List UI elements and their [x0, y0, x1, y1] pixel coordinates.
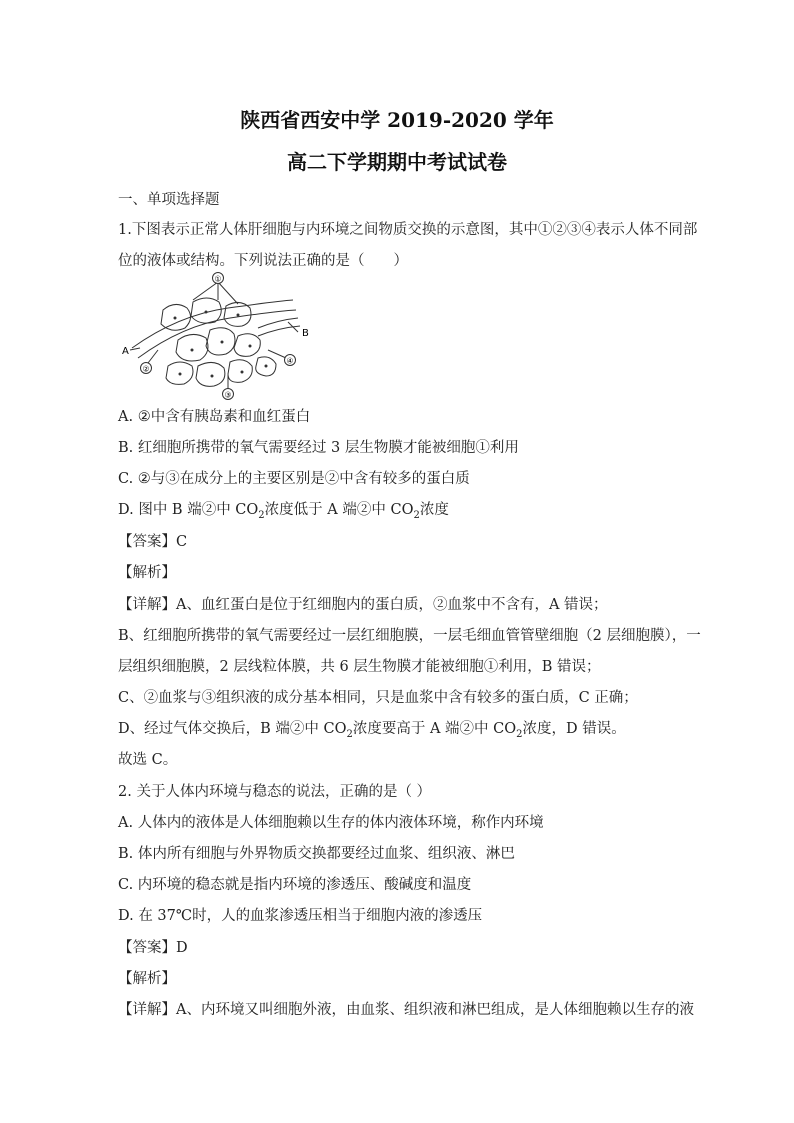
q1-detail-line-5-part-3: 浓度，D 错误。 [522, 721, 626, 737]
q2-stem: 2. 关于人体内环境与稳态的说法，正确的是（ ） [118, 784, 432, 800]
q1-analysis-label: 【解析】 [118, 565, 176, 581]
figure-label-3: ③ [224, 390, 232, 400]
q1-option-d-part-2: 浓度低于 A 端②中 CO [264, 502, 414, 518]
title-line-1: 陕西省西安中学 2019-2020 学年 [240, 108, 554, 132]
figure-label-a: A [122, 346, 129, 357]
q2-answer: 【答案】D [118, 940, 188, 956]
q1-stem-line-2: 位的液体或结构。下列说法正确的是（ ） [118, 253, 408, 269]
q1-detail-line-2: B、红细胞所携带的氧气需要经过一层红细胞膜，一层毛细血管管壁细胞（2 层细胞膜），一 [118, 628, 701, 644]
q1-detail-line-4: C、②血浆与③组织液的成分基本相同，只是血浆中含有较多的蛋白质，C 正确； [118, 690, 638, 706]
figure-label-4: ④ [286, 356, 294, 366]
co2-subscript: 2 [413, 509, 420, 521]
figure-label-2: ② [142, 364, 150, 374]
q1-answer: 【答案】C [118, 534, 188, 550]
co2-subscript: 2 [258, 509, 265, 521]
liver-cell-diagram [118, 270, 318, 400]
q1-option-b: B. 红细胞所携带的氧气需要经过 3 层生物膜才能被细胞①利用 [118, 440, 519, 456]
q1-option-a: A. ②中含有胰岛素和血红蛋白 [118, 409, 311, 425]
q1-conclusion: 故选 C。 [118, 752, 178, 768]
q1-detail-line-1: 【详解】A、血红蛋白是位于红细胞内的蛋白质，②血浆中不含有，A 错误； [118, 597, 608, 613]
title-line-2: 高二下学期期中考试试卷 [287, 150, 507, 174]
q2-option-c: C. 内环境的稳态就是指内环境的渗透压、酸碱度和温度 [118, 877, 472, 893]
q1-detail-line-3: 层组织细胞膜，2 层线粒体膜，共 6 层生物膜才能被细胞①利用，B 错误； [118, 659, 601, 675]
q2-analysis-label: 【解析】 [118, 971, 176, 987]
q1-detail-line-5-part-2: 浓度要高于 A 端②中 CO [352, 721, 517, 737]
q1-detail-line-5 [118, 717, 678, 740]
figure-label-b: B [302, 328, 309, 339]
q1-stem-line-1: 1.下图表示正常人体肝细胞与内环境之间物质交换的示意图，其中①②③④表示人体不同部 [118, 222, 698, 238]
q1-option-c: C. ②与③在成分上的主要区别是②中含有较多的蛋白质 [118, 471, 470, 487]
section-heading: 一、单项选择题 [118, 192, 220, 208]
q2-option-b: B. 体内所有细胞与外界物质交换都要经过血浆、组织液、淋巴 [118, 846, 515, 862]
q2-detail-line-1: 【详解】A、内环境又叫细胞外液，由血浆、组织液和淋巴组成，是人体细胞赖以生存的液 [118, 1002, 694, 1018]
q1-option-d [118, 498, 678, 521]
co2-subscript: 2 [346, 728, 353, 740]
figure-label-1: ① [214, 274, 222, 284]
q1-option-d-part-3: 浓度 [419, 502, 449, 518]
q2-option-d: D. 在 37℃时，人的血浆渗透压相当于细胞内液的渗透压 [118, 908, 483, 924]
co2-subscript: 2 [516, 728, 523, 740]
q1-option-d-part-1: D. 图中 B 端②中 CO [118, 502, 259, 518]
q2-option-a: A. 人体内的液体是人体细胞赖以生存的体内液体环境，称作内环境 [118, 815, 544, 831]
q1-detail-line-5-part-1: D、经过气体交换后，B 端②中 CO [118, 721, 347, 737]
